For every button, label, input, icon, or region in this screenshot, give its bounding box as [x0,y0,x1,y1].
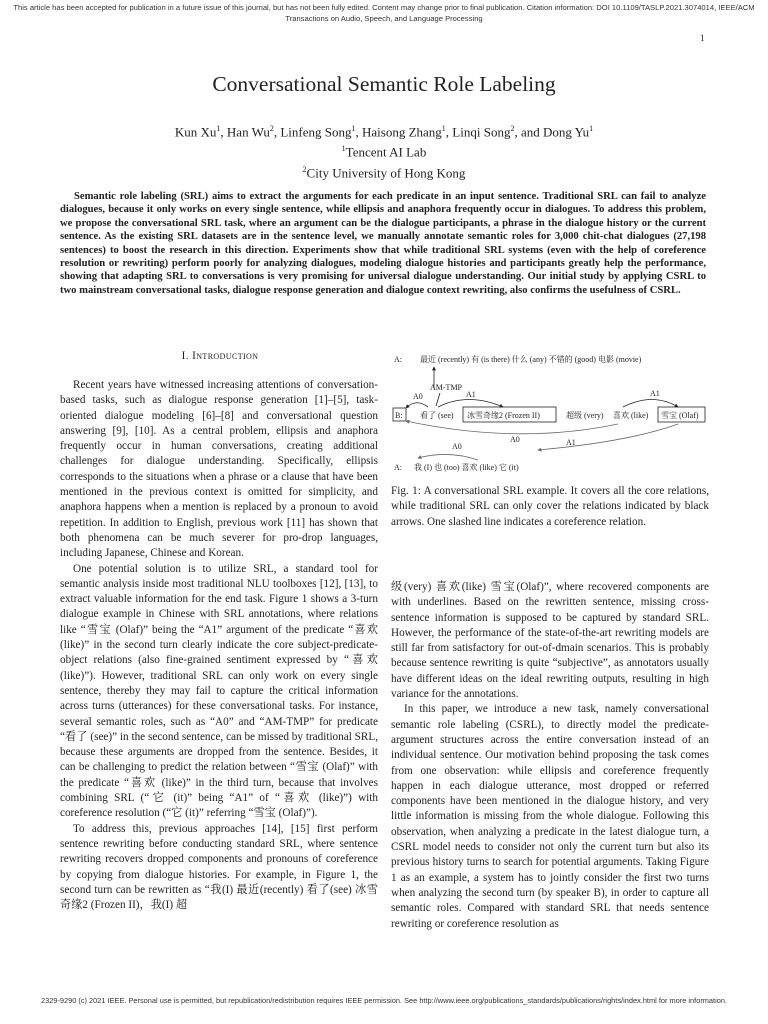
word-frozen: 冰雪奇缘2 (Frozen II) [467,411,540,420]
paragraph: In this paper, we introduce a new task, namely conversational semantic role labeling (CSRL), to directly model the predicate-argument structures across the entire conversation instead of an individual sentence. Our motivation behind proposing the task comes from one observation: while ellipsis and coreference frequently happen in each dialogue utterance, most dropped or referred components have been mentioned in the dialogue history, and very little information is missing from the whole dialogue. Following this observation, when analyzing a predicate in the latest dialogue turn, a CSRL model needs to consider not only the current turn but also its previous history turns to search for potential arguments. Taking Figure 1 as an example, a system has to jointly consider the first two turns when analyzing the second turn (by speaker B), in order to capture all semantic roles. Compared with standard SRL that needs sentence rewriting or coreference resolution as [391,703,709,930]
arc-label-a1: A1 [466,390,476,399]
affiliation-1 [0,140,768,160]
a1-coref-arc [538,424,678,450]
affiliation-2 [0,161,768,181]
right-column [391,580,709,932]
author-separator: , [445,124,453,140]
am-tmp-label: AM-TMP [430,383,463,392]
author-separator: , [273,124,281,140]
arc-label-a0: A0 [413,392,423,401]
abstract: Semantic role labeling (SRL) aims to extract the arguments for each predicate in an input sentence. Traditional SRL can fail to analyze dialogues, because it only works on every single sentence, while ellipsis and anaphora frequently occur in dialogues. To address this problem, we propose the conversational SRL task, where an argument can be the dialogue participants, a phrase in the dialogue history or the current sentence. As the existing SRL datasets are in the sentence level, we manually annotate semantic roles for 3,000 chit-chat dialogues (27,198 sentences) to boost the research in this direction. Experiments show that while traditional SRL systems (even with the help of coreference resolution or rewriting) perform poorly for analyzing dialogues, modeling dialogue histories and participants greatly help the performance, showing that adapting SRL to conversations is very promising for universal dialogue understanding. Our initial study by applying CSRL to two mainstream conversational tasks, dialogue response generation and dialogue context rewriting, also confirms the usefulness of CSRL. [60,191,706,296]
author-block [0,120,768,181]
author-name: Linqi Song [452,124,511,140]
paragraph: One potential solution is to utilize SRL, a standard tool for semantic analysis inside most traditional NLU toolboxes [12], [13], to extract valuable information for the end task. Figure 1 shows a 3-turn dialogue example in Chinese with SRL annotations, where relations like “雪宝 (Olaf)” being the “A1” argument of the predicate “喜欢 (like)” in the second turn clearly indicate the core subject-predicate-object relations (also fine-grained sentiment expressed by “喜欢 (like)”). However, traditional SRL can only work on every single sentence, thereby they may fail to capture the critical information across turns (utterances) for these conversational tasks. For instance, several semantic roles, such as “A0” and “AM-TMP” for predicate “看了 (see)” in the second sentence, can be missed by traditional SRL, because these arguments are dropped from the sentence. Besides, it can be challenging to predict the relation between “雪宝 (Olaf)” with the predicate “喜欢 (like)” in the third turn, because that involves combining SRL (“它 (it)” being “A1” of “喜欢 (like)”) with coreference resolution (“它 (it)” referring “雪宝 (Olaf)”). [60,562,378,820]
word-kanle: 看了 (see) [420,411,454,420]
arc-label-a1: A1 [650,389,660,398]
speaker-a-label: A: [394,355,402,364]
author-affiliation-mark: 1 [589,124,594,133]
affiliation-mark: 2 [302,164,307,174]
author-separator: , [220,124,227,140]
page-number: 1 [700,33,705,43]
a0-arc-b [406,403,428,408]
word-olaf: 雪宝 (Olaf) [661,411,699,420]
figure-1-diagram [388,350,718,480]
paragraph: Recent years have witnessed increasing attentions of conversation-based tasks, such as dialogue response generation [1]–[5], task-oriented dialogue modeling [6]–[8] and conversational question answering [9], [10]. As a central problem, ellipsis and anaphora frequently occur in human conversations, creating additional challenges for dialogue understanding. Specifically, ellipsis corresponds to the situations when a phrase or a clause that have been mentioned in the previous context is omitted for simplicity, and anaphora happens when a mention is replaced by a pronoun to avoid repetition. In addition to English, previous work [11] has shown that both phenomena can be much severer for pro-drop languages, including Japanese, Chinese and Korean. [60,379,378,560]
author-name: Linfeng Song [280,124,352,140]
header-line-2: Transactions on Audio, Speech, and Language Processing [285,13,483,23]
paragraph: To address this, previous approaches [14], [15] first perform sentence rewriting before conducting standard SRL, where sentence rewriting recovers dropped components and pronouns of coreference by copying from dialogue histories. For example, in Figure 1, the second turn can be rewritten as “我(I) 最近(recently) 看了(see) 冰雪奇缘2 (Frozen II)，我(I) 超 [60,822,378,912]
left-column [60,378,378,913]
author-affiliation-mark: 1 [441,124,446,133]
copyright-footer: 2329-9290 (c) 2021 IEEE. Personal use is permitted, but republication/redistribution requires IEEE permission. See http://www.ieee.org/publications_standards/publications/rights/index.html for more information. [40,996,728,1005]
arc-label-a0: A0 [510,435,520,444]
turn-3-text: 我 (I) 也 (too) 喜欢 (like) 它 (it) [414,463,519,472]
arc-label-a0: A0 [452,442,462,451]
a0-arc-turn3 [418,454,478,460]
author-name: Haisong Zhang [362,124,442,140]
speaker-a-label: A: [394,463,402,472]
section-title: Introduction [192,350,259,362]
author-affiliation-mark: 2 [510,124,515,133]
author-separator: , [355,124,362,140]
affiliation-name: City University of Hong Kong [306,164,466,180]
author-name: Dong Yu [542,124,590,140]
a1-arc-frozen [438,400,503,408]
journal-header-note [0,3,768,24]
paper-title: Conversational Semantic Role Labeling [212,72,556,96]
author-separator: , [514,124,521,140]
figure-caption: Fig. 1: A conversational SRL example. It covers all the core relations, while traditional SRL can only cover the relations indicated by black arrows. One slashed line indicates a coreference relation. [391,485,709,528]
author-name: Kun Xu [174,124,217,140]
affiliation-mark: 1 [341,144,346,154]
author-and: and [520,124,543,140]
arc-label-a1: A1 [566,438,576,447]
turn-1-text: 最近 (recently) 有 (is there) 什么 (any) 不错的 (good) 电影 (movie) [420,355,642,364]
word-chaoji: 超级 (very) [566,411,604,420]
author-affiliation-mark: 2 [269,124,274,133]
header-line-1: This article has been accepted for publication in a future issue of this journal, but has not been fully edited. Content may change prior to final publication. Citation information: DOI 10.1109/TASLP.2021.3074014, IEEE/ACM [13,3,755,12]
a0-arc-long [406,421,618,434]
paragraph: 级(very) 喜欢(like) 雪宝(Olaf)”, where recovered components are with underlines. Based on the rewritten sentence, missing cross-sentence information is supposed to be captured by standard SRL. However, the performance of the state-of-the-art rewriting models are still far from satisfactory for out-of-dmain scenarios. This is probably because sentence rewriting is quite “subjective”, as annotators usually have different ideas on the ideal rewriting outputs, resulting in high variance for the annotations. [391,581,709,701]
speaker-b-label: B: [395,411,403,420]
author-affiliation-mark: 1 [351,124,356,133]
section-heading [62,350,378,362]
section-number: I. [181,350,189,362]
author-list [0,120,768,140]
author-affiliation-mark: 1 [216,124,221,133]
affiliation-name: Tencent AI Lab [345,144,427,160]
author-name: Han Wu [226,124,270,140]
word-xihuan: 喜欢 (like) [613,411,649,420]
a1-arc-olaf [623,400,678,408]
am-tmp-slash [436,393,440,406]
